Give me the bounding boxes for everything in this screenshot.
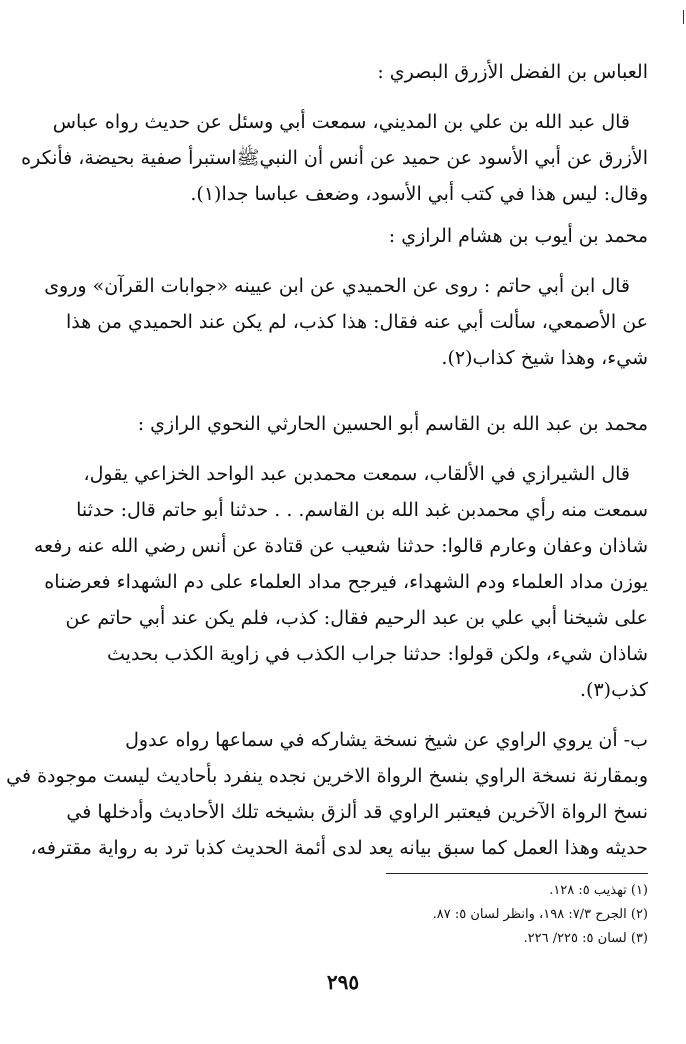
text-line: قال الشيرازي في الألقاب، سمعت محمدبن عبد الواحد الخزاعي يقول، bbox=[83, 463, 630, 485]
text-line: شاذان شيء، ولكن قولوا: حدثنا جراب الكذب في زاوية الكذب بحديث bbox=[107, 643, 648, 665]
text-line: قال عبد الله بن علي بن المديني، سمعت أبي وسئل عن حديث رواه عباس bbox=[52, 111, 630, 133]
text-line: وقال: ليس هذا في كتب أبي الأسود، وضعف عباسا جدا(١). bbox=[190, 183, 648, 205]
text-line: عن الأصمعي، سألت أبي عنه فقال: هذا كذب، لم يكن عند الحميدي من هذا bbox=[65, 311, 648, 333]
spacer bbox=[78, 90, 648, 104]
spacer bbox=[78, 376, 648, 400]
text-line: الأزرق عن أبي الأسود عن حميد عن أنس أن النبيﷺاستبرأ صفية بحيضة، فأنكره bbox=[21, 147, 648, 169]
text-line: على شيخنا أبي علي بن عبد الرحيم فقال: كذب، فلم يكن عند أبي حاتم عن bbox=[65, 607, 648, 629]
spacer bbox=[78, 708, 648, 722]
text-line: يوزن مداد العلماء ودم الشهداء، فيرجح مداد العلماء على دم الشهداء فعرضناه bbox=[44, 571, 648, 593]
paragraph-b-line: ب- أن يروي الراوي عن شيخ نسخة يشاركه في سماعها رواه عدول bbox=[125, 729, 648, 751]
text-line: سمعت منه رأي محمدبن غبد الله بن القاسم. . . حدثنا أبو حاتم قال: حدثنا bbox=[76, 499, 648, 521]
paragraph-b-line: وبمقارنة نسخة الراوي بنسخ الرواة الاخرين نجده ينفرد بأحاديث ليست موجودة في bbox=[6, 765, 648, 787]
footnote-1: (١) تهذيب ٥: ١٢٨. bbox=[549, 883, 648, 898]
footnote-divider bbox=[386, 873, 648, 874]
page-number: ٢٩٥ bbox=[326, 970, 360, 994]
spacer bbox=[78, 442, 648, 456]
page-body bbox=[6, 48, 648, 866]
paragraph-b-line: نسخ الرواة الآخرين فيعتبر الراوي قد ألزق بشيخه تلك الأحاديث وأدخلها في bbox=[66, 801, 648, 823]
text-line: شيء، وهذا شيخ كذاب(٢). bbox=[441, 347, 648, 369]
text-line: شاذان وعفان وعارم قالوا: حدثنا شعيب عن قتادة عن أنس رضي الله عنه رفعه bbox=[33, 535, 648, 557]
page-edge-mark bbox=[683, 10, 684, 24]
footnote-3: (٣) لسان ٥: ٢٢٥/ ٢٢٦. bbox=[523, 931, 648, 946]
spacer bbox=[78, 254, 648, 268]
section-heading-abbas: العباس بن الفضل الأزرق البصري : bbox=[377, 61, 648, 83]
text-line: قال ابن أبي حاتم : روى عن الحميدي عن ابن عيينه «جوابات القرآن» وروى bbox=[44, 275, 630, 297]
section-heading-muhammad-abdullah: محمد بن عبد الله بن القاسم أبو الحسين الحارثي النحوي الرازي : bbox=[137, 413, 648, 435]
footnote-2: (٢) الجرح ٧/٣: ١٩٨، وانظر لسان ٥: ٨٧. bbox=[432, 907, 648, 922]
text-line: كذب(٣). bbox=[580, 679, 648, 701]
section-heading-muhammad-ayyub: محمد بن أيوب بن هشام الرازي : bbox=[388, 225, 648, 247]
paragraph-b-line: حديثه وهذا العمل كما سبق بيانه يعد لدى أئمة الحديث كذبا ترد به رواية مقترفه، bbox=[30, 837, 648, 859]
